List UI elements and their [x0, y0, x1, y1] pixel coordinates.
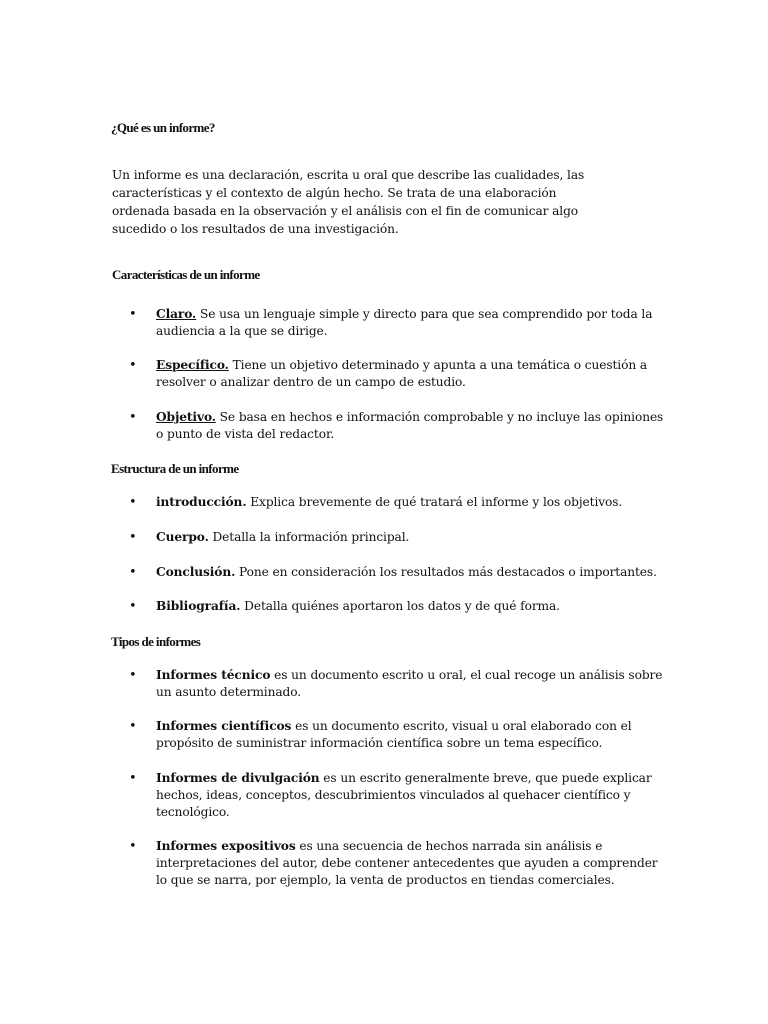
list-item: [129, 357, 669, 391]
bullet-icon: •: [129, 410, 137, 425]
item-text: es una secuencia de hechos narrada sin análisis e interpretaciones del autor, debe contener antecedentes que ayuden a comprender lo que se narra, por ejemplo, la venta de productos en tiendas comerciales.: [156, 839, 658, 887]
bullet-icon: •: [129, 530, 137, 545]
item-term: Específico.: [156, 358, 229, 372]
item-term: Conclusión.: [156, 565, 236, 579]
item-term: Objetivo.: [156, 410, 216, 424]
item-text: Se usa un lenguaje simple y directo para que sea comprendido por toda la audiencia a la que se dirige.: [156, 307, 653, 338]
list-item: [129, 598, 669, 615]
section-heading-caracteristicas: Características de un informe: [112, 267, 260, 282]
list-item: [129, 667, 669, 701]
item-text: Se basa en hechos e información comprobable y no incluye las opiniones o punto de vista del redactor.: [156, 410, 664, 441]
item-term: Cuerpo.: [156, 530, 209, 544]
bullet-icon: •: [129, 719, 137, 734]
list-item: [129, 564, 669, 581]
item-text: es un escrito generalmente breve, que puede explicar hechos, ideas, conceptos, descubrimientos vinculados al quehacer científico y tecnológico.: [156, 771, 652, 819]
bullet-icon: •: [129, 771, 137, 786]
document-title: ¿Qué es un informe?: [111, 120, 215, 135]
item-term: Informes científicos: [156, 719, 292, 733]
list-item: [129, 838, 669, 889]
item-text: Detalla la información principal.: [208, 530, 410, 544]
item-text: es un documento escrito u oral, el cual recoge un análisis sobre un asunto determinado.: [156, 668, 663, 699]
item-text: Explica brevemente de qué tratará el informe y los objetivos.: [246, 495, 623, 509]
item-term: Claro.: [156, 307, 197, 321]
item-term: Informes técnico: [156, 668, 271, 682]
item-text: es un documento escrito, visual u oral elaborado con el propósito de suministrar información científica sobre un tema específico.: [156, 719, 632, 750]
bullet-icon: •: [129, 839, 137, 854]
list-item: [129, 409, 669, 443]
item-text: Pone en consideración los resultados más destacados o importantes.: [235, 565, 657, 579]
item-text: Tiene un objetivo determinado y apunta a una temática o cuestión a resolver o analizar dentro de un campo de estudio.: [156, 358, 648, 389]
item-term: Bibliografía.: [156, 599, 241, 613]
list-item: [129, 306, 669, 340]
bullet-icon: •: [129, 565, 137, 580]
item-term: introducción.: [156, 495, 247, 509]
item-term: Informes de divulgación: [156, 771, 320, 785]
item-term: Informes expositivos: [156, 839, 296, 853]
bullet-icon: •: [129, 307, 137, 322]
bullet-icon: •: [129, 495, 137, 510]
list-item: [129, 529, 669, 546]
item-text: Detalla quiénes aportaron los datos y de qué forma.: [240, 599, 560, 613]
list-item: [129, 718, 669, 752]
section-heading-tipos: Tipos de informes: [111, 634, 201, 649]
intro-paragraph: Un informe es una declaración, escrita u oral que describe las cualidades, las características y el contexto de algún hecho. Se trata de una elaboración ordenada basada en la observación y el análisis con el fin de comunicar algo sucedido o los resultados de una investigación.: [112, 168, 585, 236]
bullet-icon: •: [129, 358, 137, 373]
list-item: [129, 770, 669, 821]
section-heading-estructura: Estructura de un informe: [111, 461, 239, 476]
bullet-icon: •: [129, 668, 137, 683]
bullet-icon: •: [129, 599, 137, 614]
list-item: [129, 494, 669, 511]
